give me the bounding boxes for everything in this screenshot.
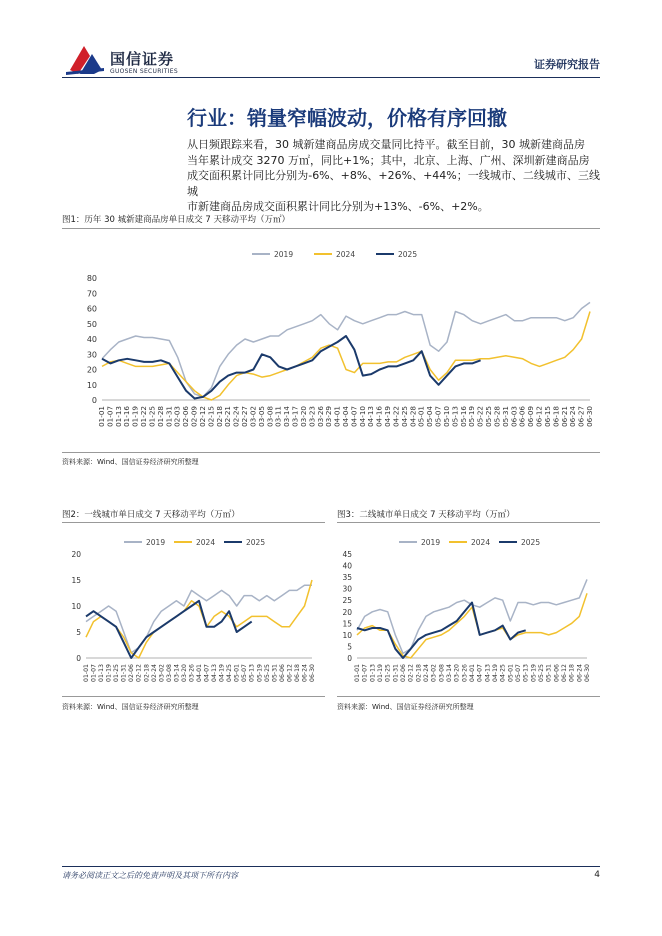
y-tick-label: 20 [71, 550, 81, 559]
x-tick-label: 06-12 [534, 406, 544, 427]
series-line-2019 [86, 585, 312, 653]
figure-2-source: 资料来源：Wind、国信证券经济研究所整理 [62, 703, 199, 711]
footer-disclaimer: 请务必阅读正文之后的免责声明及其项下所有内容 [62, 871, 238, 880]
x-tick-label: 05-28 [492, 406, 502, 427]
y-tick-label: 45 [342, 550, 352, 559]
x-tick-label: 04-25 [499, 664, 507, 682]
figure-3-source: 资料来源：Wind、国信证券经济研究所整理 [337, 703, 474, 711]
legend-label-2019: 2019 [274, 250, 294, 259]
y-tick-label: 0 [347, 654, 352, 663]
x-tick-label: 03-08 [165, 664, 173, 682]
x-tick-label: 05-22 [475, 406, 485, 427]
x-tick-label: 04-07 [203, 664, 211, 682]
legend-label-2024: 2024 [196, 538, 216, 547]
x-tick-label: 02-18 [214, 406, 224, 427]
x-tick-label: 06-09 [526, 406, 536, 427]
figure-1-source: 资料来源：Wind、国信证券经济研究所整理 [62, 458, 199, 466]
x-tick-label: 05-07 [241, 664, 249, 682]
x-tick-label: 05-16 [458, 406, 468, 427]
x-tick-label: 02-18 [143, 664, 151, 682]
x-tick-label: 01-07 [105, 406, 115, 427]
x-tick-label: 06-12 [286, 664, 294, 682]
series-line-2025 [102, 336, 481, 399]
x-tick-label: 03-20 [453, 664, 461, 682]
x-tick-label: 01-19 [130, 406, 140, 427]
x-tick-label: 01-01 [97, 406, 106, 427]
x-tick-label: 06-15 [542, 406, 552, 427]
x-tick-label: 04-19 [383, 406, 393, 427]
x-tick-label: 03-02 [158, 664, 166, 682]
x-tick-label: 01-31 [164, 406, 174, 427]
series-line-2019 [357, 579, 587, 653]
y-tick-label: 20 [86, 365, 97, 375]
y-tick-label: 5 [76, 628, 81, 637]
report-type: 证券研究报告 [534, 58, 600, 71]
x-tick-label: 04-25 [226, 664, 234, 682]
legend-label-2025: 2025 [246, 538, 266, 547]
x-tick-label: 02-12 [135, 664, 143, 682]
x-tick-label: 03-02 [430, 664, 438, 682]
y-tick-label: 10 [342, 630, 352, 640]
footer-divider [62, 866, 600, 867]
figure-3-title: 图3：二线城市单日成交 7 天移动平均（万㎡） [337, 510, 515, 520]
x-tick-label: 03-23 [307, 406, 317, 427]
x-tick-label: 04-28 [408, 406, 418, 427]
figure-2-bottom-rule [62, 696, 325, 697]
x-tick-label: 05-13 [522, 664, 530, 682]
x-tick-label: 06-03 [509, 406, 519, 427]
x-tick-label: 06-18 [568, 664, 576, 682]
x-tick-label: 01-16 [122, 406, 132, 427]
x-tick-label: 01-22 [139, 406, 149, 427]
x-tick-label: 04-16 [374, 406, 384, 427]
company-name-en: GUOSEN SECURITIES [110, 68, 179, 75]
page-number: 4 [594, 870, 600, 880]
y-tick-label: 10 [71, 602, 81, 611]
x-tick-label: 05-01 [507, 664, 515, 682]
y-tick-label: 5 [347, 642, 352, 652]
x-tick-label: 02-06 [400, 664, 407, 682]
x-tick-label: 03-08 [265, 406, 275, 427]
x-tick-label: 03-20 [298, 406, 308, 427]
figure-3-top-rule [337, 522, 600, 523]
x-tick-label: 05-19 [530, 664, 538, 682]
x-tick-label: 01-31 [392, 664, 400, 682]
x-tick-label: 02-24 [423, 664, 430, 682]
x-tick-label: 03-08 [438, 664, 446, 682]
x-tick-label: 03-26 [188, 664, 196, 682]
body-paragraph [187, 137, 600, 215]
x-tick-label: 01-25 [384, 664, 392, 682]
x-tick-label: 06-24 [576, 664, 584, 682]
section-title: 行业：销量窄幅波动，价格有序回撤 [187, 106, 507, 130]
x-tick-label: 06-06 [278, 664, 286, 682]
x-tick-label: 05-13 [248, 664, 256, 682]
y-tick-label: 50 [86, 319, 97, 329]
x-tick-label: 04-01 [469, 664, 476, 682]
figure-1-title: 图1：历年 30 城新建商品房单日成交 7 天移动平均（万㎡） [62, 215, 290, 225]
legend-label-2024: 2024 [336, 250, 356, 259]
x-tick-label: 01-01 [354, 664, 361, 682]
x-tick-label: 06-30 [585, 406, 594, 427]
x-tick-label: 03-17 [290, 406, 300, 427]
x-tick-label: 02-27 [240, 406, 250, 427]
logo [64, 40, 106, 78]
x-tick-label: 02-12 [407, 664, 415, 682]
x-tick-label: 04-13 [484, 664, 492, 682]
x-tick-label: 03-14 [282, 406, 292, 427]
logo-mark-icon [64, 40, 106, 78]
x-tick-label: 02-24 [150, 664, 158, 682]
y-tick-label: 10 [86, 380, 97, 390]
chart-2 [62, 526, 325, 694]
y-tick-label: 70 [86, 289, 97, 299]
x-tick-label: 05-19 [256, 664, 264, 682]
x-tick-label: 03-20 [180, 664, 188, 682]
series-line-2025 [86, 601, 252, 658]
x-tick-label: 01-19 [377, 664, 384, 682]
figure-1-top-rule [62, 228, 600, 229]
x-tick-label: 03-29 [324, 406, 334, 427]
x-tick-label: 04-01 [196, 664, 203, 682]
x-tick-label: 05-25 [538, 664, 545, 682]
figure-2-title: 图2：一线城市单日成交 7 天移动平均（万㎡） [62, 510, 240, 520]
x-tick-label: 03-11 [273, 406, 283, 427]
x-tick-label: 01-31 [120, 664, 128, 682]
y-tick-label: 15 [71, 576, 81, 585]
paragraph-line: 市新建商品房成交面积累计同比分别为+13%、-6%、+2%。 [187, 200, 489, 213]
x-tick-label: 06-18 [293, 664, 301, 682]
x-tick-label: 02-06 [128, 664, 136, 682]
x-tick-label: 04-13 [366, 406, 376, 427]
figure-1-bottom-rule [62, 452, 600, 453]
x-tick-label: 02-12 [197, 406, 207, 427]
y-tick-label: 60 [86, 304, 97, 314]
x-tick-label: 02-18 [415, 664, 423, 682]
x-tick-label: 05-10 [441, 406, 451, 427]
x-tick-label: 06-18 [551, 406, 561, 427]
legend-label-2025: 2025 [398, 250, 418, 259]
y-tick-label: 40 [342, 561, 352, 571]
x-tick-label: 05-13 [450, 406, 460, 427]
x-tick-label: 06-06 [553, 664, 561, 682]
figure-2-top-rule [62, 522, 325, 523]
y-tick-label: 80 [86, 274, 97, 283]
legend-label-2019: 2019 [146, 538, 166, 547]
paragraph-line: 成交面积累计同比分别为-6%、+8%、+26%、+44%；一线城市、二线城市、三线城 [187, 169, 600, 198]
x-tick-label: 02-03 [172, 406, 182, 427]
x-tick-label: 04-25 [399, 406, 409, 427]
x-tick-label: 02-15 [206, 406, 216, 427]
x-tick-label: 01-25 [147, 406, 157, 427]
x-tick-label: 01-13 [113, 406, 123, 427]
x-tick-label: 06-24 [568, 406, 578, 427]
y-tick-label: 40 [86, 335, 97, 344]
x-tick-label: 06-30 [309, 664, 316, 682]
x-tick-label: 03-26 [315, 406, 325, 427]
x-tick-label: 05-25 [484, 406, 494, 427]
legend-label-2025: 2025 [521, 538, 541, 547]
x-tick-label: 05-25 [263, 664, 271, 682]
series-line-2024 [102, 312, 590, 401]
x-tick-label: 01-07 [90, 664, 98, 682]
x-tick-label: 01-28 [155, 406, 165, 427]
x-tick-label: 03-26 [461, 664, 469, 682]
x-tick-label: 02-24 [231, 406, 241, 427]
x-tick-label: 04-19 [492, 664, 499, 682]
x-tick-label: 04-04 [341, 406, 350, 427]
y-tick-label: 0 [76, 654, 81, 663]
chart-1 [62, 232, 600, 450]
x-tick-label: 05-31 [545, 664, 553, 682]
x-tick-label: 04-19 [218, 664, 226, 682]
x-tick-label: 06-24 [301, 664, 309, 682]
y-tick-label: 15 [342, 619, 352, 629]
x-tick-label: 05-01 [416, 406, 426, 427]
y-tick-label: 30 [86, 350, 97, 360]
x-tick-label: 06-21 [559, 406, 569, 427]
x-tick-label: 06-12 [561, 664, 568, 682]
x-tick-label: 05-07 [433, 406, 443, 427]
x-tick-label: 05-07 [515, 664, 522, 682]
x-tick-label: 06-30 [584, 664, 591, 682]
x-tick-label: 05-01 [233, 664, 241, 682]
series-line-2024 [86, 580, 312, 658]
y-tick-label: 20 [342, 607, 352, 617]
x-tick-label: 04-10 [357, 406, 367, 427]
x-tick-label: 01-07 [361, 664, 369, 682]
x-tick-label: 02-09 [189, 406, 199, 427]
x-tick-label: 01-13 [98, 664, 106, 682]
x-tick-label: 01-25 [113, 664, 121, 682]
legend-label-2019: 2019 [421, 538, 441, 547]
x-tick-label: 01-01 [83, 664, 90, 682]
x-tick-label: 01-13 [369, 664, 377, 682]
paragraph-line: 从日频跟踪来看，30 城新建商品房成交量同比持平。截至目前，30 城新建商品房 [187, 138, 585, 151]
x-tick-label: 04-01 [332, 406, 342, 427]
y-tick-label: 0 [91, 396, 97, 405]
x-tick-label: 05-19 [467, 406, 477, 427]
figure-3-bottom-rule [337, 696, 600, 697]
company-name-cn: 国信证券 [110, 50, 175, 68]
x-tick-label: 02-21 [223, 406, 233, 427]
x-tick-label: 03-14 [173, 664, 181, 682]
y-tick-label: 25 [342, 596, 352, 606]
series-line-2019 [102, 302, 590, 397]
x-tick-label: 04-07 [476, 664, 484, 682]
x-tick-label: 06-27 [576, 406, 586, 427]
header-divider [62, 77, 600, 78]
y-tick-label: 35 [342, 573, 352, 583]
x-tick-label: 03-14 [446, 664, 453, 682]
x-tick-label: 04-13 [211, 664, 219, 682]
x-tick-label: 02-06 [181, 406, 191, 427]
x-tick-label: 05-31 [500, 406, 510, 427]
x-tick-label: 01-19 [105, 664, 113, 682]
x-tick-label: 04-07 [349, 406, 359, 427]
legend-label-2024: 2024 [471, 538, 491, 547]
x-tick-label: 05-04 [425, 406, 435, 427]
x-tick-label: 06-06 [517, 406, 527, 427]
x-tick-label: 04-22 [391, 406, 401, 427]
x-tick-label: 05-31 [271, 664, 279, 682]
x-tick-label: 03-02 [248, 406, 258, 427]
chart-3 [337, 526, 600, 694]
x-tick-label: 03-05 [256, 406, 266, 427]
y-tick-label: 30 [342, 584, 352, 594]
paragraph-line: 当年累计成交 3270 万㎡，同比+1%；其中，北京、上海、广州、深圳新建商品房 [187, 153, 590, 167]
